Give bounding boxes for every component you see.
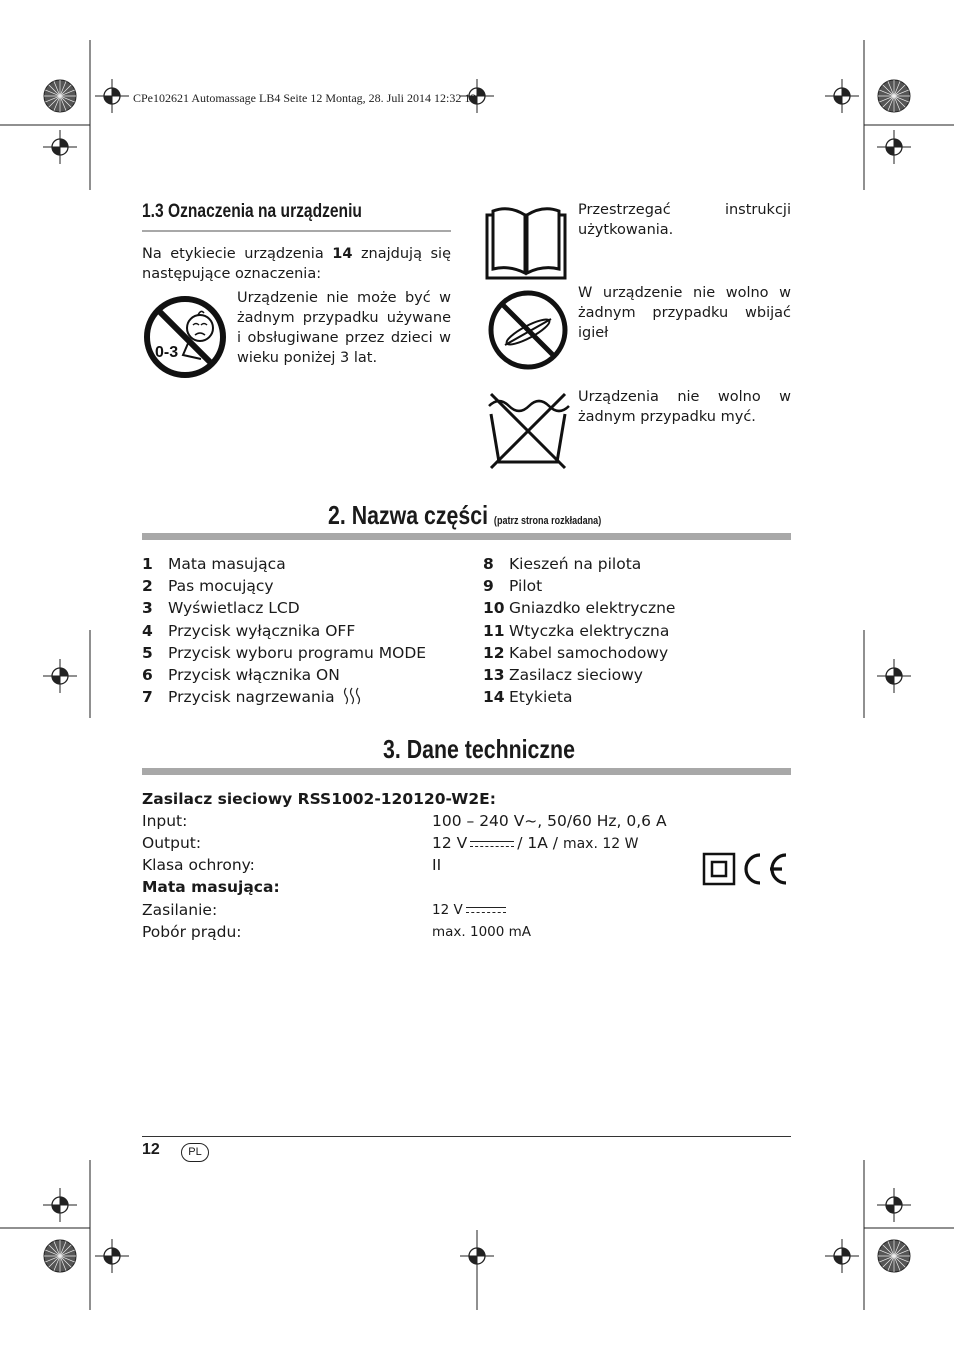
part-label: Pas mocujący: [168, 577, 274, 596]
list-item: [142, 597, 472, 619]
intro-text-end: znajdują się następujące oznaczenia:: [142, 246, 451, 282]
spec-value: 100 – 240 V~, 50/60 Hz, 0,6 A: [432, 812, 667, 831]
read-instructions-book-icon: [485, 205, 567, 281]
output-current: / 1A /: [517, 834, 563, 853]
part-number: 3: [142, 599, 153, 618]
part-label: Etykieta: [509, 688, 573, 707]
no-needles-icon: [487, 289, 569, 371]
parts-list-right: [483, 553, 783, 708]
part-number: 2: [142, 577, 153, 596]
section-2-subtitle: (patrz strona rozkładana): [493, 515, 602, 527]
part-number: 14: [483, 688, 505, 707]
part-label: Wtyczka elektryczna: [509, 621, 670, 640]
part-label: Przycisk wyłącznika OFF: [168, 621, 356, 640]
list-item: [142, 664, 472, 686]
spec-label: Klasa ochrony:: [142, 856, 255, 875]
language-badge: PL: [181, 1143, 209, 1162]
list-item: [483, 620, 783, 642]
symbol-book-text: Przestrzegać instrukcji użytkowania.: [578, 202, 791, 238]
psu-heading: Zasilacz sieciowy RSS1002-120120-W2E:: [142, 790, 496, 808]
symbol-needles-text: W urządzenie nie wolno w żadnym przypadku wbijać igieł: [578, 285, 791, 341]
part-number: 12: [483, 643, 505, 662]
do-not-wash-icon: [485, 392, 571, 470]
spec-row-class: [142, 854, 702, 876]
section-2-title: [328, 500, 601, 531]
spec-row-current: [142, 921, 702, 943]
ce-e-icon: [770, 855, 786, 883]
part-number: 11: [483, 621, 505, 640]
spec-row-supply: [142, 899, 702, 921]
spec-label: Output:: [142, 834, 202, 853]
parts-list-left: [142, 553, 472, 708]
intro-text: Na etykiecie urządzenia: [142, 246, 333, 262]
spec-label: Input:: [142, 812, 188, 831]
part-label: Pilot: [509, 577, 543, 596]
part-label: Kabel samochodowy: [509, 643, 669, 662]
list-item: [483, 686, 783, 708]
footer-rule: [142, 1136, 791, 1137]
part-number: 6: [142, 666, 153, 685]
list-item: [483, 553, 783, 575]
technical-data: [142, 788, 702, 943]
page-number: 12: [142, 1141, 160, 1158]
part-label: Przycisk nagrzewania: [168, 688, 335, 707]
section-1-3-rule: [142, 230, 451, 232]
spec-label: Zasilanie:: [142, 900, 218, 919]
heat-waves-icon: [341, 686, 363, 708]
symbol-children-text: Urządzenie nie może być w żadnym przypadku używane i obsługiwane przez dzieci w wieku poniżej 3 lat.: [237, 290, 451, 366]
section-3-title: 3. Dane techniczne: [383, 734, 575, 764]
symbol-wash-text: Urządzenia nie wolno w żadnym przypadku myć.: [578, 389, 791, 425]
section-3-rule: [142, 768, 791, 775]
part-number: 5: [142, 643, 153, 662]
part-number: 13: [483, 666, 505, 685]
spec-value: II: [432, 856, 442, 875]
class-ii-outer-icon: [704, 854, 734, 884]
age-label: 0-3: [155, 344, 179, 361]
spec-value: max. 1000 mA: [432, 923, 532, 940]
part-number: 10: [483, 599, 505, 618]
section-2-rule: [142, 533, 791, 540]
list-item: [142, 553, 472, 575]
spec-label: Pobór prądu:: [142, 922, 242, 941]
spec-value: [432, 899, 509, 921]
section-2-title-text: 2. Nazwa części: [328, 500, 489, 530]
part-number: 9: [483, 577, 494, 596]
mat-heading: Mata masująca:: [142, 878, 280, 897]
part-label: Kieszeń na pilota: [509, 555, 642, 573]
list-item: [483, 664, 783, 686]
part-number: 7: [142, 688, 153, 707]
print-header: CPe102621 Automassage LB4 Seite 12 Montag, 28. Juli 2014 12:32 12: [133, 91, 477, 105]
list-item: [483, 597, 783, 619]
part-number: 1: [142, 555, 153, 573]
part-number: 4: [142, 621, 153, 640]
part-label: Zasilacz sieciowy: [509, 666, 643, 685]
class-ii-inner-icon: [712, 862, 726, 876]
list-item: [483, 575, 783, 597]
part-number: 8: [483, 555, 494, 573]
section-1-3-intro: [142, 244, 451, 284]
no-children-0-3-icon: [143, 295, 227, 379]
output-voltage: 12 V: [432, 834, 468, 853]
dc-symbol-icon: [466, 905, 506, 915]
part-label: Przycisk wyboru programu MODE: [168, 643, 427, 662]
ce-c-icon: [746, 855, 760, 883]
list-item: [142, 575, 472, 597]
list-item: [483, 642, 783, 664]
supply-voltage: 12 V: [432, 901, 463, 918]
spec-value: [432, 832, 638, 855]
list-item: [142, 620, 472, 642]
output-power: max. 12 W: [562, 836, 639, 853]
dc-symbol-icon: [470, 839, 514, 849]
part-label: Wyświetlacz LCD: [168, 599, 300, 618]
spec-row-input: [142, 810, 702, 832]
class-ii-ce-marks: [702, 850, 790, 888]
part-label: Przycisk włącznika ON: [168, 666, 340, 685]
section-1-3-title: 1.3 Oznaczenia na urządzeniu: [142, 201, 362, 222]
list-item: [142, 686, 472, 708]
part-label: Gniazdko elektryczne: [509, 599, 676, 618]
list-item: [142, 642, 472, 664]
spec-row-output: [142, 832, 702, 854]
part-label: Mata masująca: [168, 555, 286, 573]
intro-ref-number: 14: [332, 246, 353, 262]
